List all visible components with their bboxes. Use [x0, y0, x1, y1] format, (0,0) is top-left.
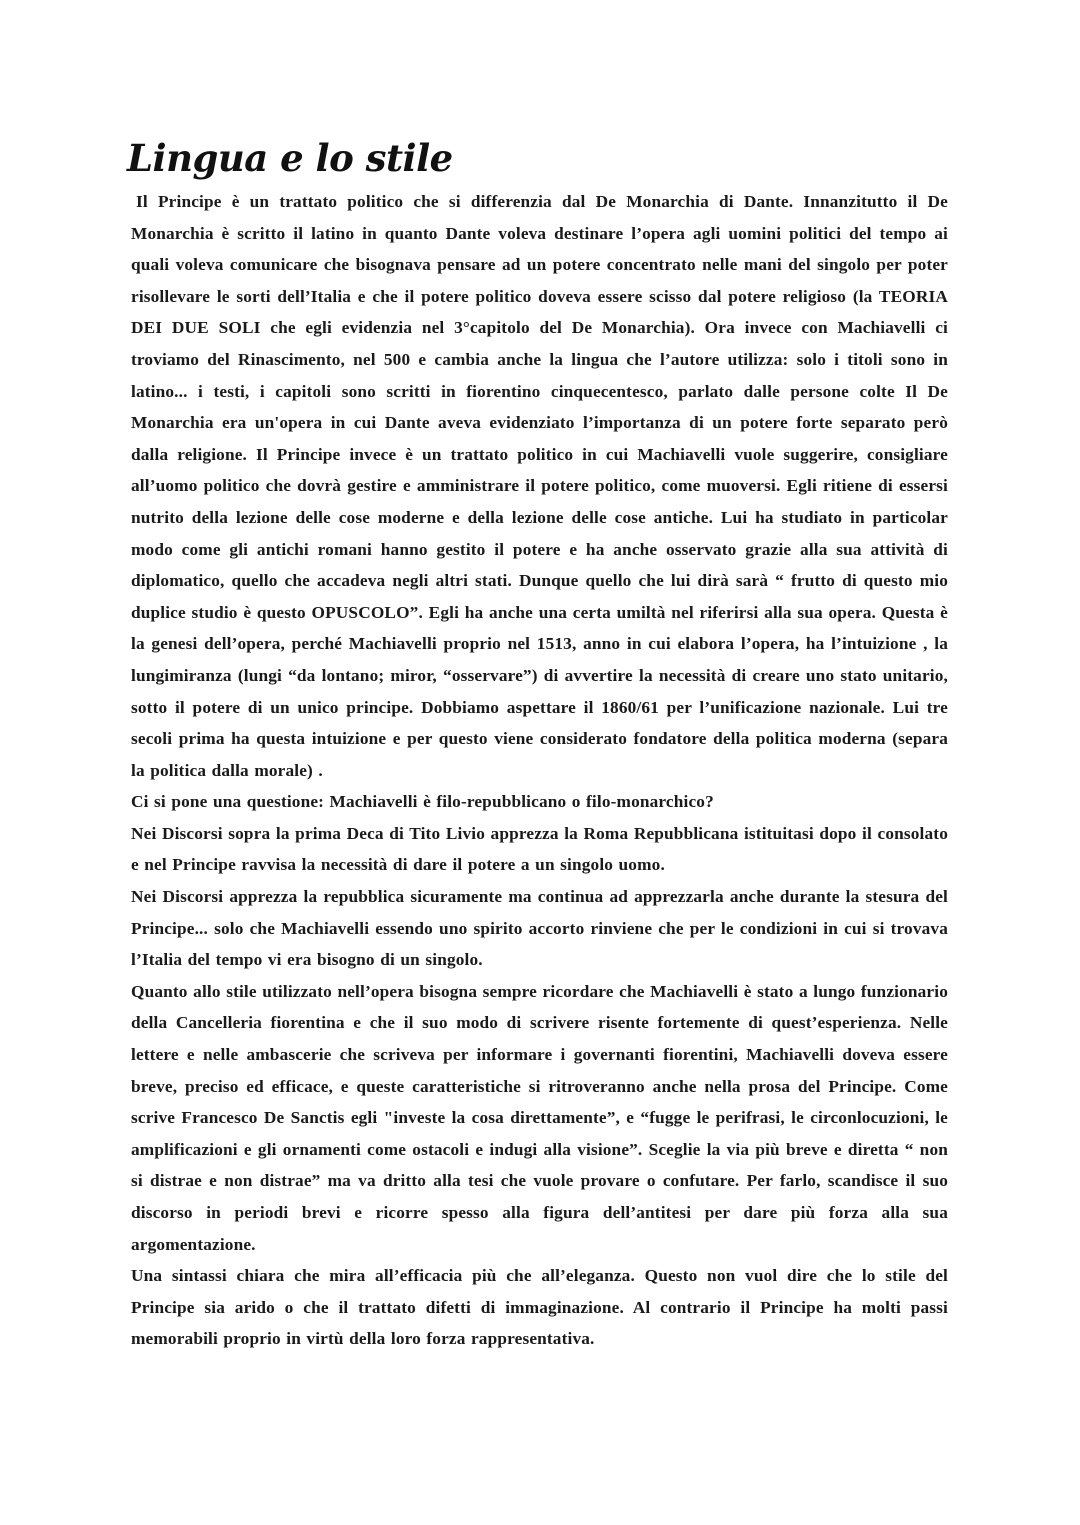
paragraph-discorsi-repubblica: Nei Discorsi apprezza la repubblica sicuramente ma continua ad apprezzarla anche durante la stesura del Principe... solo che Machiavelli essendo uno spirito accorto rinviene che per le condizioni in cui si trovava l’Italia del tempo vi era bisogno di un singolo.	[131, 887, 948, 970]
document-page	[127, 136, 948, 1355]
paragraph-intro: Il Principe è un trattato politico che si differenzia dal De Monarchia di Dante. Innanzitutto il De Monarchia è scritto il latino in quanto Dante voleva destinare l’opera agli uomini politici del tempo ai quali voleva comunicare che bisognava pensare ad un potere concentrato nelle mani del singolo per poter risollevare le sorti dell’Italia e che il potere politico doveva essere scisso dal potere religioso (la TEORIA DEI DUE SOLI che egli evidenzia nel 3°capitolo del De Monarchia). Ora invece con Machiavelli ci troviamo del Rinascimento, nel 500 e cambia anche la lingua che l’autore utilizza: solo i titoli sono in latino... i testi, i capitoli sono scritti in fiorentino cinquecentesco, parlato dalle persone colte Il De Monarchia era un'opera in cui Dante aveva evidenziato l’importanza di un potere forte separato però dalla religione. Il Principe invece è un trattato politico in cui Machiavelli vuole suggerire, consigliare all’uomo politico che dovrà gestire e amministrare il potere politico, come muoversi. Egli ritiene di essersi nutrito della lezione delle cose moderne e della lezione delle cose antiche. Lui ha studiato in particolar modo come gli antichi romani hanno gestito il potere e ha anche osservato grazie alla sua attività di diplomatico, quello che accadeva negli altri stati. Dunque quello che lui dirà sarà “ frutto di questo mio duplice studio è questo OPUSCOLO”. Egli ha anche una certa umiltà nel riferirsi alla sua opera. Questa è la genesi dell’opera, perché Machiavelli proprio nel 1513, anno in cui elabora l’opera, ha l’intuizione , la lungimiranza (lungi “da lontano; miror, “osservare”) di avvertire la necessità di creare uno stato unitario, sotto il potere di un unico principe. Dobbiamo aspettare il 1860/61 per l’unificazione nazionale. Lui tre secoli prima ha questa intuizione e per questo viene considerato fondatore della politica moderna (separa la politica dalla morale) .	[131, 192, 948, 780]
paragraph-discorsi-roma: Nei Discorsi sopra la prima Deca di Tito Livio apprezza la Roma Repubblicana istituitasi dopo il consolato e nel Principe ravvisa la necessità di dare il potere a un singolo uomo.	[131, 823, 948, 875]
paragraph-question: Ci si pone una questione: Machiavelli è filo-repubblicano o filo-monarchico?	[131, 792, 714, 812]
document-body	[131, 186, 948, 1355]
paragraph-sintassi: Una sintassi chiara che mira all’efficacia più che all’eleganza. Questo non vuol dire che lo stile del Principe sia arido o che il trattato difetti di immaginazione. Al contrario il Principe ha molti passi memorabili proprio in virtù della loro forza rappresentativa.	[131, 1266, 948, 1349]
paragraph-stile: Quanto allo stile utilizzato nell’opera bisogna sempre ricordare che Machiavelli è stato a lungo funzionario della Cancelleria fiorentina e che il suo modo di scrivere risente fortemente di quest’esperienza. Nelle lettere e nelle ambascerie che scriveva per informare i governanti fiorentini, Machiavelli doveva essere breve, preciso ed efficace, e queste caratteristiche si ritroveranno anche nella prosa del Principe. Come scrive Francesco De Sanctis egli "investe la cosa direttamente”, e “fugge le perifrasi, le circonlocuzioni, le amplificazioni e gli ornamenti come ostacoli e indugi alla visione”. Sceglie la via più breve e diretta “ non si distrae e non distrae” ma va dritto alla tesi che vuole provare o confutare. Per farlo, scandisce il suo discorso in periodi brevi e ricorre spesso alla figura dell’antitesi per dare più forza alla sua argomentazione.	[131, 981, 948, 1254]
document-title: Lingua e lo stile	[127, 136, 453, 180]
